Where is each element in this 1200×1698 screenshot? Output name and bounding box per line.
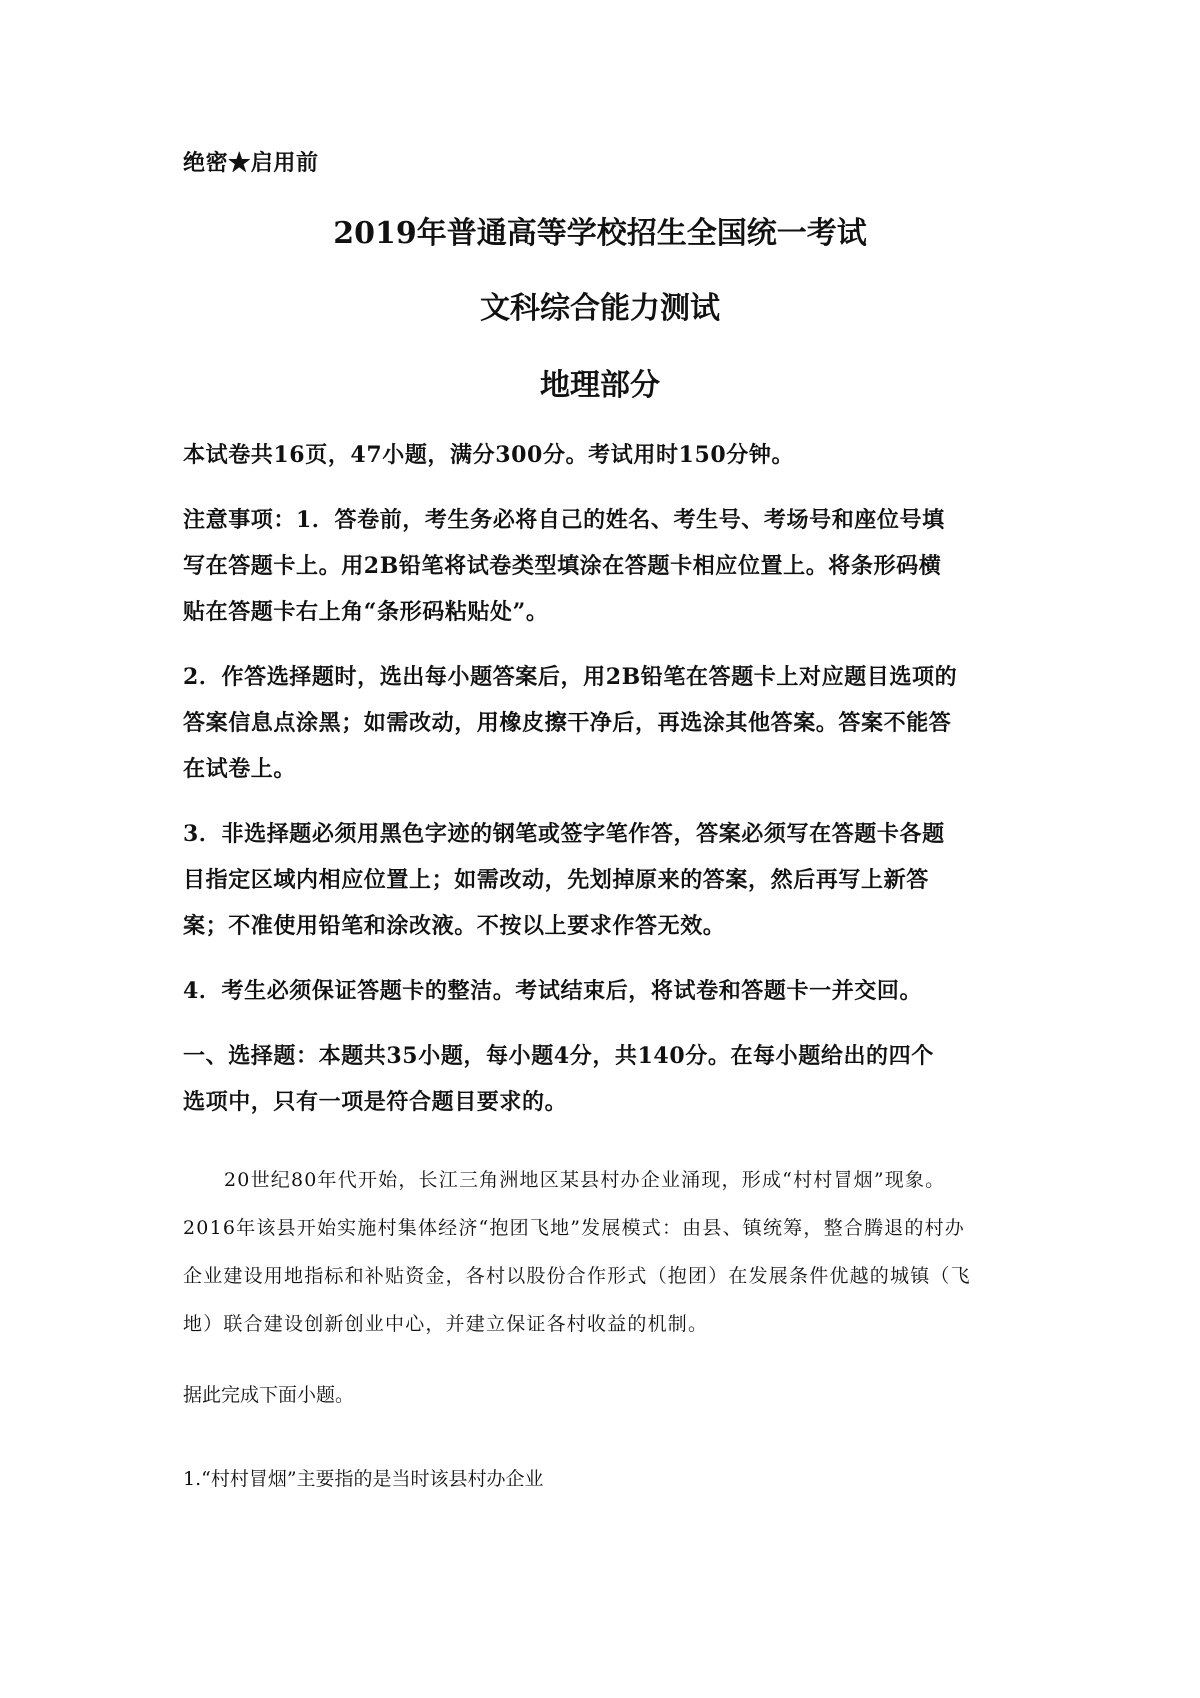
- note-1-line-3: 贴在答题卡右上角“条形码粘贴处”。: [183, 599, 549, 625]
- note-1-line-1: 注意事项：1．答卷前，考生务必将自己的姓名、考生号、考场号和座位号填: [183, 507, 945, 533]
- passage-line-1: 20世纪80年代开始，长江三角洲地区某县村办企业涌现，形成“村村冒烟”现象。: [224, 1169, 946, 1191]
- paper-title: 文科综合能力测试: [480, 291, 720, 326]
- note-3-line-1: 3．非选择题必须用黑色字迹的钢笔或签字笔作答，答案必须写在答题卡各题: [183, 821, 945, 847]
- note-3-line-2: 目指定区域内相应位置上；如需改动，先划掉原来的答案，然后再写上新答: [183, 867, 929, 893]
- question-1-stem: 1.“村村冒烟”主要指的是当时该县村办企业: [183, 1468, 544, 1490]
- passage-line-3: 企业建设用地指标和补贴资金，各村以股份合作形式（抱团）在发展条件优越的城镇（飞: [183, 1265, 971, 1287]
- section-one-line-2: 选项中，只有一项是符合题目要求的。: [183, 1089, 568, 1115]
- note-1-line-2: 写在答题卡上。用2B铅笔将试卷类型填涂在答题卡相应位置上。将条形码横: [183, 553, 942, 579]
- passage-line-2: 2016年该县开始实施村集体经济“抱团飞地”发展模式：由县、镇统筹，整合腾退的村办: [183, 1217, 965, 1239]
- note-2-line-2: 答案信息点涂黑；如需改动，用橡皮擦干净后，再选涂其他答案。答案不能答: [183, 710, 952, 736]
- note-3-line-3: 案；不准使用铅笔和涂改液。不按以上要求作答无效。: [183, 913, 726, 939]
- note-2-line-3: 在试卷上。: [183, 756, 297, 782]
- question-instruction: 据此完成下面小题。: [183, 1384, 355, 1406]
- section-one-line-1: 一、选择题：本题共35小题，每小题4分，共140分。在每小题给出的四个: [183, 1043, 934, 1069]
- exam-title: 2019年普通高等学校招生全国统一考试: [333, 216, 867, 251]
- note-2-line-1: 2．作答选择题时，选出每小题答案后，用2B铅笔在答题卡上对应题目选项的: [183, 664, 958, 690]
- note-4-line-1: 4．考生必须保证答题卡的整洁。考试结束后，将试卷和答题卡一并交回。: [183, 978, 923, 1004]
- confidential-label: 绝密★启用前: [183, 150, 319, 176]
- passage-line-4: 地）联合建设创新创业中心，并建立保证各村收益的机制。: [183, 1313, 709, 1335]
- exam-summary: 本试卷共16页，47小题，满分300分。考试用时150分钟。: [183, 442, 795, 468]
- section-title: 地理部分: [540, 368, 660, 403]
